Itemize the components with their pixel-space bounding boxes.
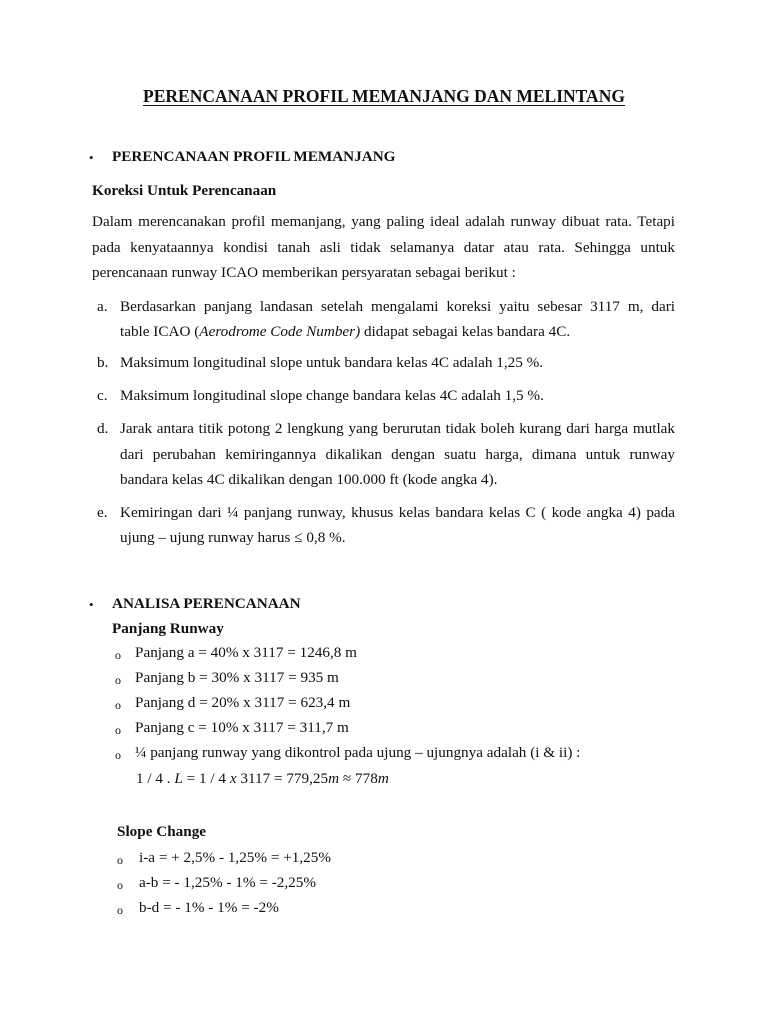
intro-line-1: Dalam merencanakan profil memanjang, yang paling ideal adalah runway dibuat rata. Tetapi [92, 213, 675, 230]
subheading-slope-change: Slope Change [117, 823, 207, 840]
list-item-c: Maksimum longitudinal slope change bandara kelas 4C adalah 1,5 %. [120, 387, 544, 404]
list-marker-b: b. [97, 354, 109, 371]
list-item-e-line1: Kemiringan dari ¼ panjang runway, khusus kelas bandara kelas C ( kode angka 4) pada [120, 504, 675, 521]
quarter-length-formula: 1 / 4 . L = 1 / 4 x 3117 = 779,25m ≈ 778m [136, 770, 389, 787]
document-title: PERENCANAAN PROFIL MEMANJANG DAN MELINTANG [143, 86, 625, 106]
slope-item-b-d: b-d = - 1% - 1% = -2% [139, 899, 279, 916]
circle-bullet: o [115, 748, 121, 762]
list-item-b: Maksimum longitudinal slope untuk bandara kelas 4C adalah 1,25 %. [120, 354, 544, 371]
subheading-panjang-runway: Panjang Runway [112, 620, 224, 637]
list-marker-d: d. [97, 420, 109, 437]
circle-bullet: o [117, 853, 123, 867]
circle-bullet: o [117, 878, 123, 892]
list-item-d-line1: Jarak antara titik potong 2 lengkung yang berurutan tidak boleh kurang dari harga mutlak [120, 420, 675, 437]
slope-item-a-b: a-b = - 1,25% - 1% = -2,25% [139, 874, 316, 891]
circle-bullet: o [115, 648, 121, 662]
intro-line-2: pada kenyataannya kondisi tanah asli tidak selamanya datar atau rata. Sehingga untuk [92, 239, 675, 256]
circle-bullet: o [115, 723, 121, 737]
list-item-e-line2: ujung – ujung runway harus ≤ 0,8 %. [120, 529, 346, 546]
list-item-d-line2: dari perubahan kemiringannya dikalikan dengan suatu harga, dimana untuk runway [120, 446, 675, 463]
slope-item-i-a: i-a = + 2,5% - 1,25% = +1,25% [139, 849, 332, 866]
bullet-marker: • [89, 597, 94, 612]
circle-bullet: o [117, 903, 123, 917]
list-item-a-line2: table ICAO (Aerodrome Code Number) didapat sebagai kelas bandara 4C. [120, 323, 571, 340]
panjang-item-quarter: ¼ panjang runway yang dikontrol pada ujung – ujungnya adalah (i & ii) : [135, 744, 581, 761]
list-item-a-line1: Berdasarkan panjang landasan setelah mengalami koreksi yaitu sebesar 3117 m, dari [120, 298, 675, 315]
panjang-item-d: Panjang d = 20% x 3117 = 623,4 m [135, 694, 351, 711]
circle-bullet: o [115, 698, 121, 712]
list-marker-e: e. [97, 504, 108, 521]
bullet-marker: • [89, 150, 94, 165]
list-marker-a: a. [97, 298, 108, 315]
panjang-item-c: Panjang c = 10% x 3117 = 311,7 m [135, 719, 349, 736]
section-heading-analisa: ANALISA PERENCANAAN [112, 595, 301, 612]
panjang-item-a: Panjang a = 40% x 3117 = 1246,8 m [135, 644, 357, 661]
section-heading-profil-memanjang: PERENCANAAN PROFIL MEMANJANG [112, 148, 396, 165]
intro-line-3: perencanaan runway ICAO memberikan persyaratan sebagai berikut : [92, 264, 516, 281]
subheading-koreksi: Koreksi Untuk Perencanaan [92, 182, 277, 199]
panjang-item-b: Panjang b = 30% x 3117 = 935 m [135, 669, 339, 686]
circle-bullet: o [115, 673, 121, 687]
list-item-d-line3: bandara kelas 4C dikalikan dengan 100.000 ft (kode angka 4). [120, 471, 498, 488]
list-marker-c: c. [97, 387, 108, 404]
